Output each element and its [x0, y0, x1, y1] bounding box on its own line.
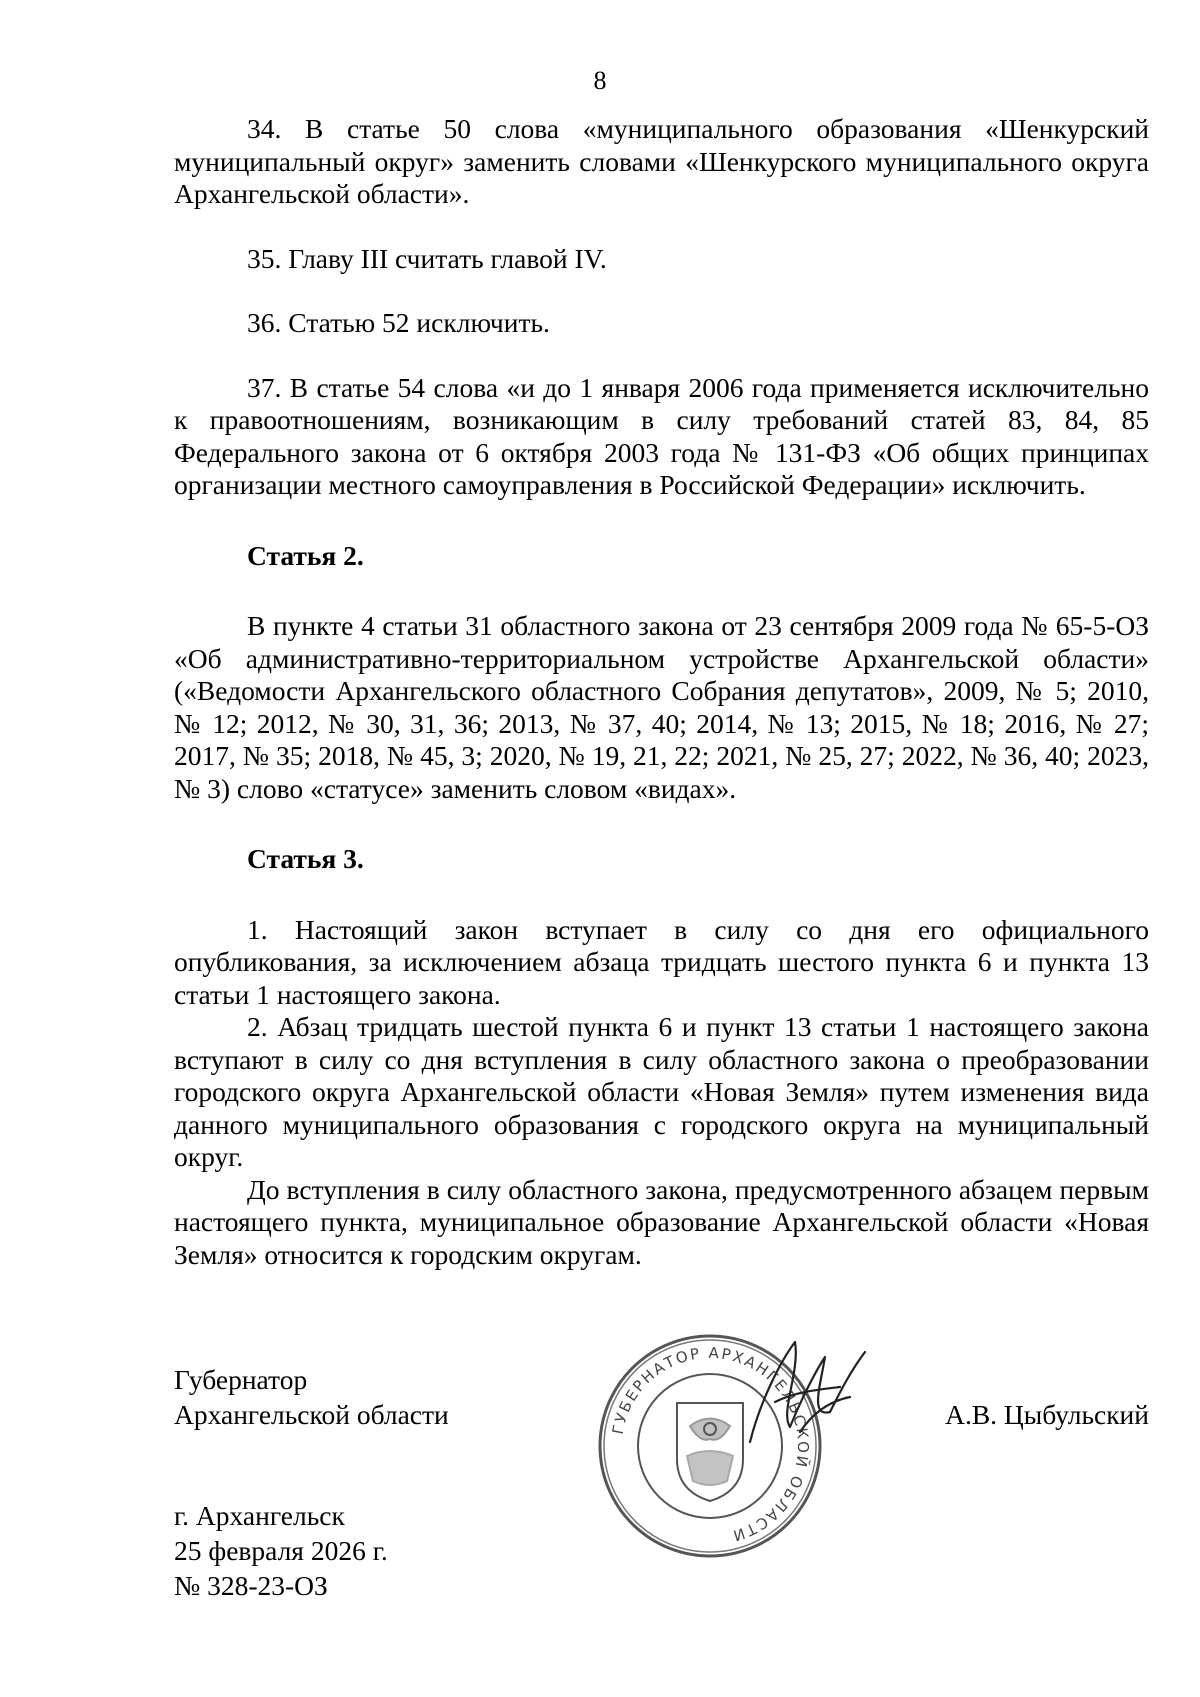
item-34: 34. В статье 50 слова «муниципального образования «Шенкурский муниципальный округ» заменить словами «Шенкурского муниципального округа Архангельской области». — [174, 113, 1149, 209]
signatory-title-line-2: Архангельской области — [174, 1399, 449, 1430]
issue-date: 25 февраля 2026 г. — [174, 1535, 388, 1566]
item-37: 37. В статье 54 слова «и до 1 января 2006 года применяется исключительно к правоотношениям, возникающим в силу требований статей 83, 84, 85 Федерального закона от 6 октября 2003 года № 131-ФЗ «Об общих принципах организации местного самоуправления в Российской Федерации» исключить. — [174, 371, 1149, 500]
issue-city: г. Архангельск — [174, 1500, 345, 1531]
seal-text: ГУБЕРНАТОР АРХАНГЕЛЬСКОЙ ОБЛАСТИ — [608, 1343, 813, 1546]
signatory-title-line-1: Губернатор — [174, 1364, 308, 1395]
document-body — [174, 113, 1149, 1271]
article-3-heading: Статья 3. — [247, 843, 364, 874]
coat-of-arms-emblem — [677, 1403, 743, 1501]
issue-details — [174, 1498, 388, 1603]
issue-number: № 328-23-ОЗ — [174, 1570, 328, 1601]
article-3-para-3: До вступления в силу областного закона, предусмотренного абзацем первым настоящего пункта, муниципальное образование Архангельской области «Новая Земля» относится к городским округам. — [174, 1173, 1149, 1270]
article-2-heading: Статья 2. — [247, 539, 364, 571]
item-35: 35. Главу III считать главой IV. — [247, 242, 607, 274]
signatory-title — [174, 1362, 449, 1432]
article-2-text: В пункте 4 статьи 31 областного закона от 23 сентября 2009 года № 65-5-ОЗ «Об административно-территориальном устройстве Архангельской области» («Ведомости Архангельского областного Собрания депутатов», 2009, № 5; 2010, № 12; 2012, № 30, 31, 36; 2013, № 37, 40; 2014, № 13; 2015, № 18; 2016, № 27; 2017, № 35; 2018, № 45, 3; 2020, № 19, 21, 22; 2021, № 25, 27; 2022, № 36, 40; 2023, № 3) слово «статусе» заменить словом «видах». — [174, 610, 1149, 804]
signatory-name: А.В. Цыбульский — [945, 1399, 1149, 1430]
article-3-para-2: 2. Абзац тридцать шестой пункта 6 и пункт 13 статьи 1 настоящего закона вступают в силу со дня вступления в силу областного закона о преобразовании городского округа Архангельской области «Новая Земля» путем изменения вида данного муниципального образования с городского округа на муниципальный округ. — [174, 1011, 1149, 1172]
article-3-para-1: 1. Настоящий закон вступает в силу со дня его официального опубликования, за исключением абзаца тридцать шестого пункта 6 и пункта 13 статьи 1 настоящего закона. — [174, 913, 1149, 1010]
page-number: 8 — [593, 66, 607, 95]
item-36: 36. Статью 52 исключить. — [247, 307, 550, 338]
handwritten-signature — [740, 1332, 870, 1452]
